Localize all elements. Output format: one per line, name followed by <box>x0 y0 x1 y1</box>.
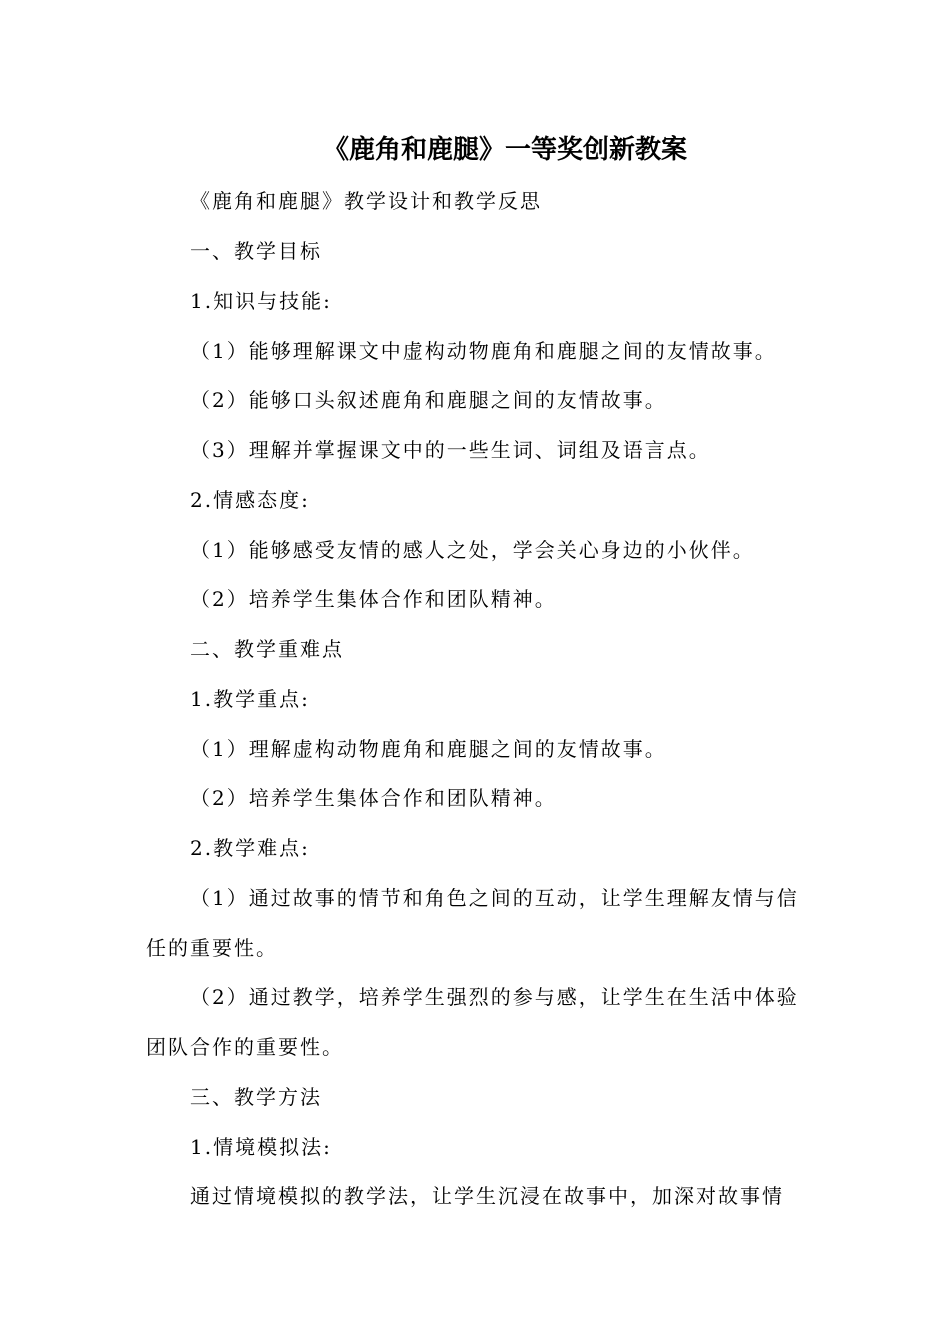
subheading-simulation: 1.情境模拟法: <box>190 1135 332 1159</box>
subheading-emotion: 2.情感态度: <box>190 488 310 512</box>
paragraph-line: （2）通过教学，培养学生强烈的参与感，让学生在生活中体验 <box>190 985 799 1009</box>
section-heading-methods: 三、教学方法 <box>190 1085 322 1109</box>
subheading-difficulty: 2.教学难点: <box>190 836 310 860</box>
subheading-knowledge: 1.知识与技能: <box>190 289 332 313</box>
subtitle-line: 《鹿角和鹿腿》教学设计和教学反思 <box>190 189 542 213</box>
paragraph-line: （3）理解并掌握课文中的一些生词、词组及语言点。 <box>190 438 711 462</box>
paragraph-line: （2）培养学生集体合作和团队精神。 <box>190 786 557 810</box>
paragraph-line: 任的重要性。 <box>146 936 278 960</box>
section-heading-goals: 一、教学目标 <box>190 239 322 263</box>
paragraph-line: （1）能够感受友情的感人之处，学会关心身边的小伙伴。 <box>190 538 755 562</box>
paragraph-line: 团队合作的重要性。 <box>146 1035 344 1059</box>
paragraph-line: （2）培养学生集体合作和团队精神。 <box>190 587 557 611</box>
paragraph-line: （1）通过故事的情节和角色之间的互动，让学生理解友情与信 <box>190 886 799 910</box>
paragraph-line: （2）能够口头叙述鹿角和鹿腿之间的友情故事。 <box>190 388 667 412</box>
paragraph-line: （1）能够理解课文中虚构动物鹿角和鹿腿之间的友情故事。 <box>190 339 777 363</box>
subheading-focus: 1.教学重点: <box>190 687 310 711</box>
section-heading-key-points: 二、教学重难点 <box>190 637 344 661</box>
paragraph-line: 通过情境模拟的教学法，让学生沉浸在故事中，加深对故事情 <box>190 1184 784 1208</box>
paragraph-line: （1）理解虚构动物鹿角和鹿腿之间的友情故事。 <box>190 737 667 761</box>
document-title: 《鹿角和鹿腿》一等奖创新教案 <box>322 135 687 165</box>
